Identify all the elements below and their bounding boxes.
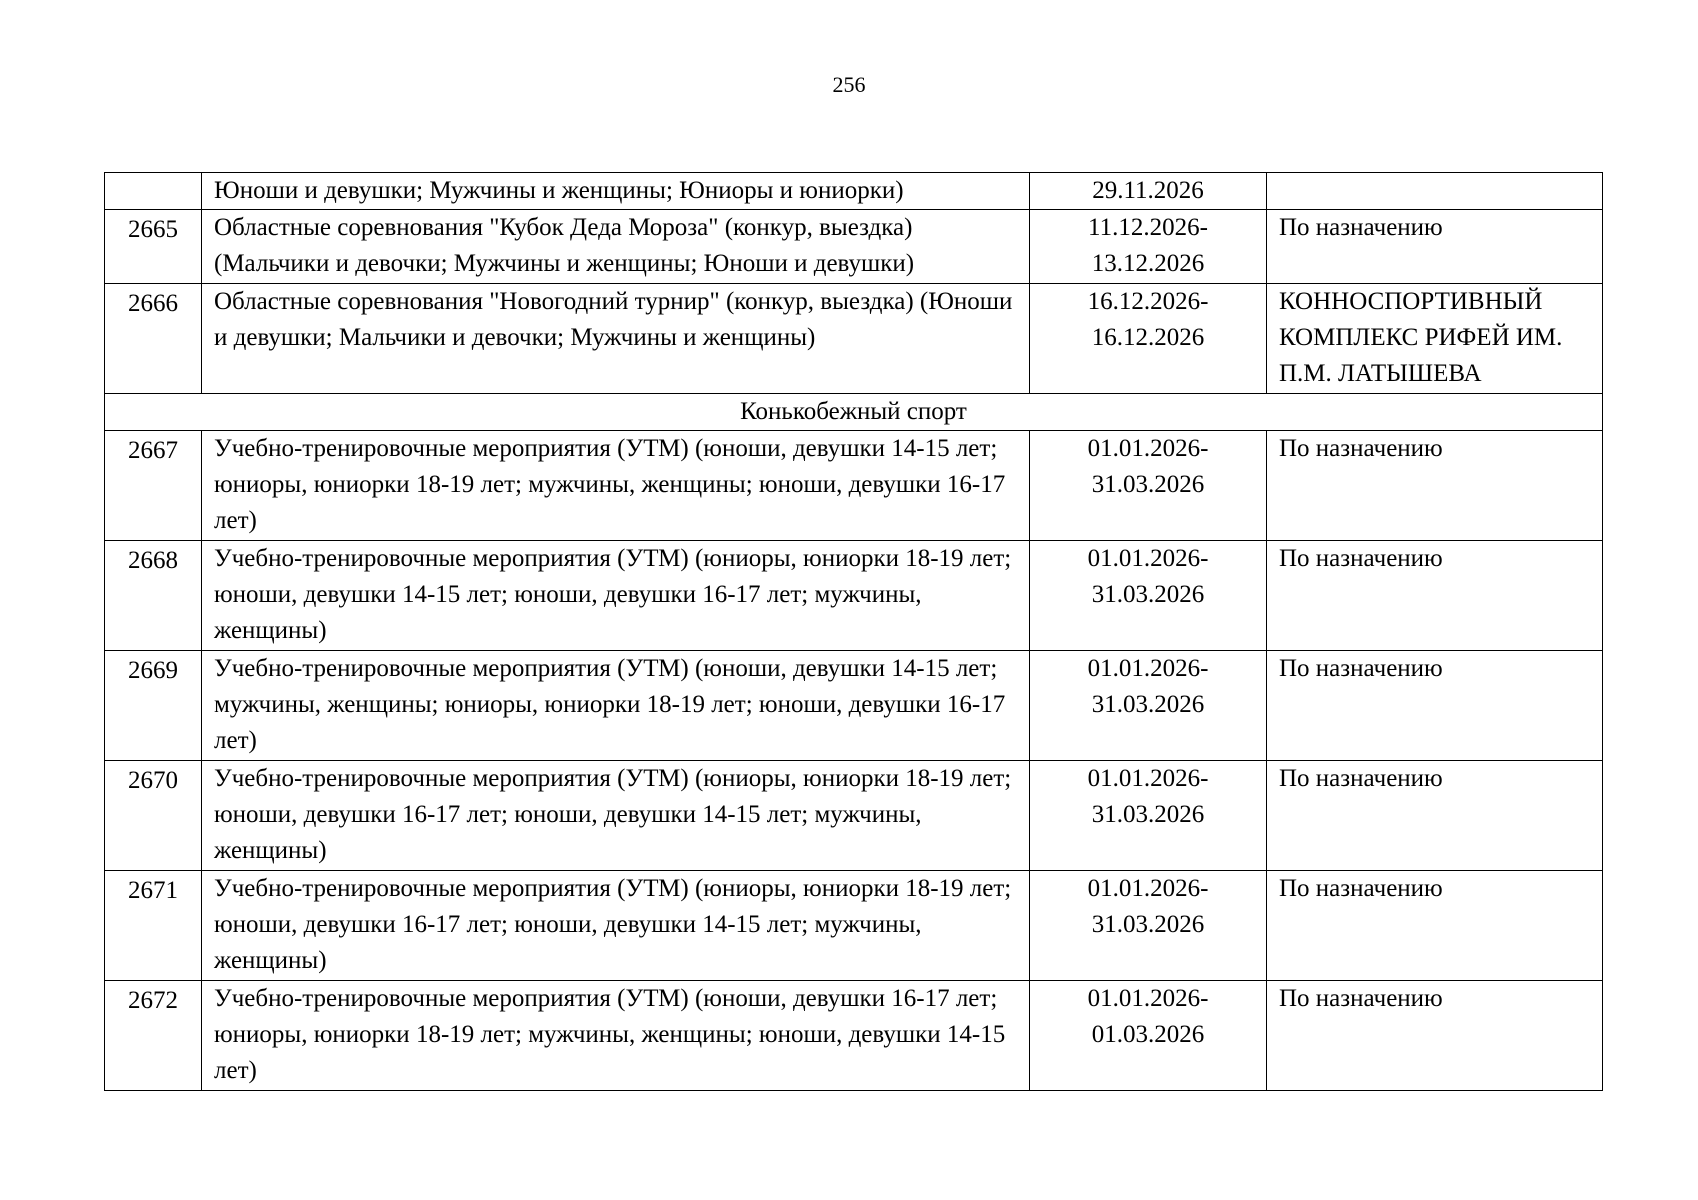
event-name-cell: Областные соревнования "Кубок Деда Мороза" (конкур, выездка) (Мальчики и девочки; Мужчины и женщины; Юноши и девушки) xyxy=(202,210,1030,284)
event-place-cell: По назначению xyxy=(1267,541,1603,651)
event-date-cell xyxy=(1030,761,1267,871)
event-date-cell xyxy=(1030,981,1267,1091)
row-number-cell: 2672 xyxy=(105,981,202,1091)
date-start: 01.01.2026- xyxy=(1087,985,1209,1012)
table-row xyxy=(105,761,1603,871)
event-name-cell: Учебно-тренировочные мероприятия (УТМ) (юниоры, юниорки 18-19 лет; юноши, девушки 16-17 лет; юноши, девушки 14-15 лет; мужчины, женщины) xyxy=(202,761,1030,871)
event-name-cell: Учебно-тренировочные мероприятия (УТМ) (юноши, девушки 14-15 лет; юниоры, юниорки 18-19 лет; мужчины, женщины; юноши, девушки 16-17 лет) xyxy=(202,431,1030,541)
date-start: 16.12.2026- xyxy=(1087,288,1209,315)
table-row xyxy=(105,284,1603,394)
event-date-cell xyxy=(1030,871,1267,981)
table-row xyxy=(105,541,1603,651)
row-number-cell: 2665 xyxy=(105,210,202,284)
event-place-cell xyxy=(1267,173,1603,210)
event-date-cell xyxy=(1030,651,1267,761)
event-place-cell: По назначению xyxy=(1267,981,1603,1091)
date-end: 13.12.2026 xyxy=(1091,250,1205,277)
date-end: 31.03.2026 xyxy=(1091,581,1205,608)
row-number-cell: 2670 xyxy=(105,761,202,871)
event-name-cell: Областные соревнования "Новогодний турнир" (конкур, выездка) (Юноши и девушки; Мальчики и девочки; Мужчины и женщины) xyxy=(202,284,1030,394)
date-end: 31.03.2026 xyxy=(1091,691,1205,718)
date-end: 01.03.2026 xyxy=(1091,1021,1205,1048)
event-name-cell: Учебно-тренировочные мероприятия (УТМ) (юниоры, юниорки 18-19 лет; юноши, девушки 16-17 лет; юноши, девушки 14-15 лет; мужчины, женщины) xyxy=(202,871,1030,981)
row-number-cell xyxy=(105,173,202,210)
row-number-cell: 2669 xyxy=(105,651,202,761)
date-start: 01.01.2026- xyxy=(1087,655,1209,682)
row-number-cell: 2666 xyxy=(105,284,202,394)
section-row xyxy=(105,394,1603,431)
date-start: 01.01.2026- xyxy=(1087,765,1209,792)
table-row xyxy=(105,431,1603,541)
date-end: 29.11.2026 xyxy=(1092,177,1204,204)
event-place-cell: По назначению xyxy=(1267,761,1603,871)
event-place-cell: По назначению xyxy=(1267,871,1603,981)
date-start: 01.01.2026- xyxy=(1087,545,1209,572)
event-date-cell xyxy=(1030,431,1267,541)
date-end: 31.03.2026 xyxy=(1091,801,1205,828)
date-start: 01.01.2026- xyxy=(1087,875,1209,902)
event-name-cell: Учебно-тренировочные мероприятия (УТМ) (юноши, девушки 16-17 лет; юниоры, юниорки 18-19 лет; мужчины, женщины; юноши, девушки 14-15 лет) xyxy=(202,981,1030,1091)
date-end: 31.03.2026 xyxy=(1091,911,1205,938)
table-row-continuation xyxy=(105,173,1603,210)
table-row xyxy=(105,210,1603,284)
event-place-cell: По назначению xyxy=(1267,651,1603,761)
event-date-cell xyxy=(1030,210,1267,284)
event-date-cell xyxy=(1030,173,1267,210)
event-name-cell: Учебно-тренировочные мероприятия (УТМ) (юниоры, юниорки 18-19 лет; юноши, девушки 14-15 лет; юноши, девушки 16-17 лет; мужчины, женщины) xyxy=(202,541,1030,651)
date-start: 11.12.2026- xyxy=(1088,214,1208,241)
event-place-cell: По назначению xyxy=(1267,210,1603,284)
date-start: 01.01.2026- xyxy=(1087,435,1209,462)
event-place-cell: По назначению xyxy=(1267,431,1603,541)
section-title: Конькобежный спорт xyxy=(105,394,1603,431)
row-number-cell: 2667 xyxy=(105,431,202,541)
date-end: 16.12.2026 xyxy=(1091,324,1205,351)
event-name-cell: Юноши и девушки; Мужчины и женщины; Юниоры и юниорки) xyxy=(202,173,1030,210)
event-date-cell xyxy=(1030,284,1267,394)
row-number-cell: 2671 xyxy=(105,871,202,981)
event-place-cell: КОННОСПОРТИВНЫЙ КОМПЛЕКС РИФЕЙ ИМ. П.М. ЛАТЫШЕВА xyxy=(1267,284,1603,394)
page-number: 256 xyxy=(832,72,866,97)
table-row xyxy=(105,981,1603,1091)
events-table xyxy=(104,172,1603,1091)
event-name-cell: Учебно-тренировочные мероприятия (УТМ) (юноши, девушки 14-15 лет; мужчины, женщины; юниоры, юниорки 18-19 лет; юноши, девушки 16-17 лет) xyxy=(202,651,1030,761)
table-row xyxy=(105,651,1603,761)
date-end: 31.03.2026 xyxy=(1091,471,1205,498)
event-date-cell xyxy=(1030,541,1267,651)
table-row xyxy=(105,871,1603,981)
row-number-cell: 2668 xyxy=(105,541,202,651)
